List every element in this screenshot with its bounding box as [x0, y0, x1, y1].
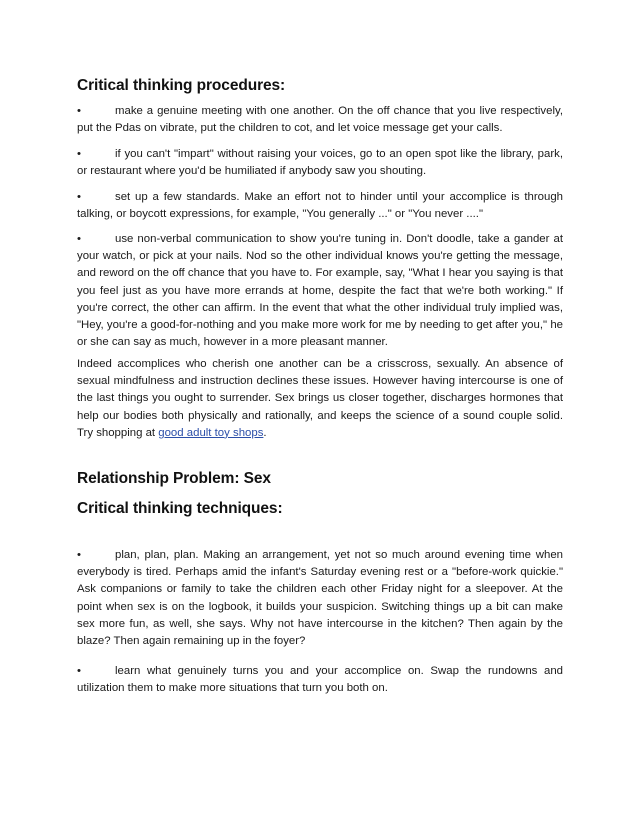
bullet-text: make a genuine meeting with one another. On the off chance that you live respectively, put the Pdas on vibrate, put the children to cot, and let voice message get your calls. [77, 105, 563, 135]
bullet-symbol: • [77, 191, 81, 203]
bullet-text: learn what genuinely turns you and your accomplice on. Swap the rundowns and utilization them to make more situations that turn you both on. [77, 665, 563, 695]
bullet-symbol: • [77, 549, 81, 561]
bullet-item [77, 663, 563, 697]
adult-toy-shops-link[interactable]: good adult toy shops [158, 426, 264, 439]
section-heading-relationship-problem: Relationship Problem: Sex [77, 470, 271, 487]
bullet-text: use non-verbal communication to show you're tuning in. Don't doodle, take a gander at your watch, or pick at your nails. Nod so the other individual knows you're getting the message, and reword on the off chance that you have to. For example, say, "What I hear you saying is that you feel just as you have more errands at home, despite the fact that we're both working." If you're correct, the other can affirm. In the event that what the other individual truly implied was, "Hey, you're a good-for-nothing and you make more work for me by needing to get after you," he or she can say as much, however in a more pleasant manner. [77, 233, 563, 349]
bullet-item [77, 103, 563, 137]
paragraph-end: . [263, 426, 267, 439]
section-heading-critical-thinking-techniques: Critical thinking techniques: [77, 500, 283, 517]
bullet-symbol: • [77, 665, 81, 677]
bullet-item [77, 146, 563, 180]
bullet-item [77, 189, 563, 223]
body-paragraph [77, 356, 563, 442]
bullet-item [77, 231, 563, 351]
bullet-text: plan, plan, plan. Making an arrangement, yet not so much around evening time when everybody is tired. Perhaps amid the infant's Saturday evening rest or a "before-work quickie." Ask companions or family to take the children each other Friday night for a sleepover. At the point when sex is on the logbook, it builds your suspicion. Switching things up a bit can make sex more fun, as well, she says. Why not have intercourse in the kitchen? Then again by the blaze? Then again remaining up in the foyer? [77, 549, 563, 648]
bullet-text: if you can't "impart" without raising your voices, go to an open spot like the library, park, or restaurant where you'd be humiliated if anybody saw you shouting. [77, 148, 563, 178]
paragraph-text: Indeed accomplices who cherish one another can be a crisscross, sexually. An absence of sexual mindfulness and instruction declines these issues. However having intercourse is one of the last things you ought to surrender. Sex brings us closer together, discharges hormones that help our bodies both physically and rationally, and keeps the science of a sound couple solid. Try shopping at [77, 358, 563, 439]
bullet-symbol: • [77, 105, 81, 117]
bullet-item [77, 547, 563, 650]
section-heading-critical-thinking-procedures: Critical thinking procedures: [77, 77, 286, 94]
bullet-symbol: • [77, 233, 81, 245]
bullet-text: set up a few standards. Make an effort not to hinder until your accomplice is through talking, or boycott expressions, for example, "You generally ..." or "You never ...." [77, 191, 563, 221]
bullet-symbol: • [77, 148, 81, 160]
